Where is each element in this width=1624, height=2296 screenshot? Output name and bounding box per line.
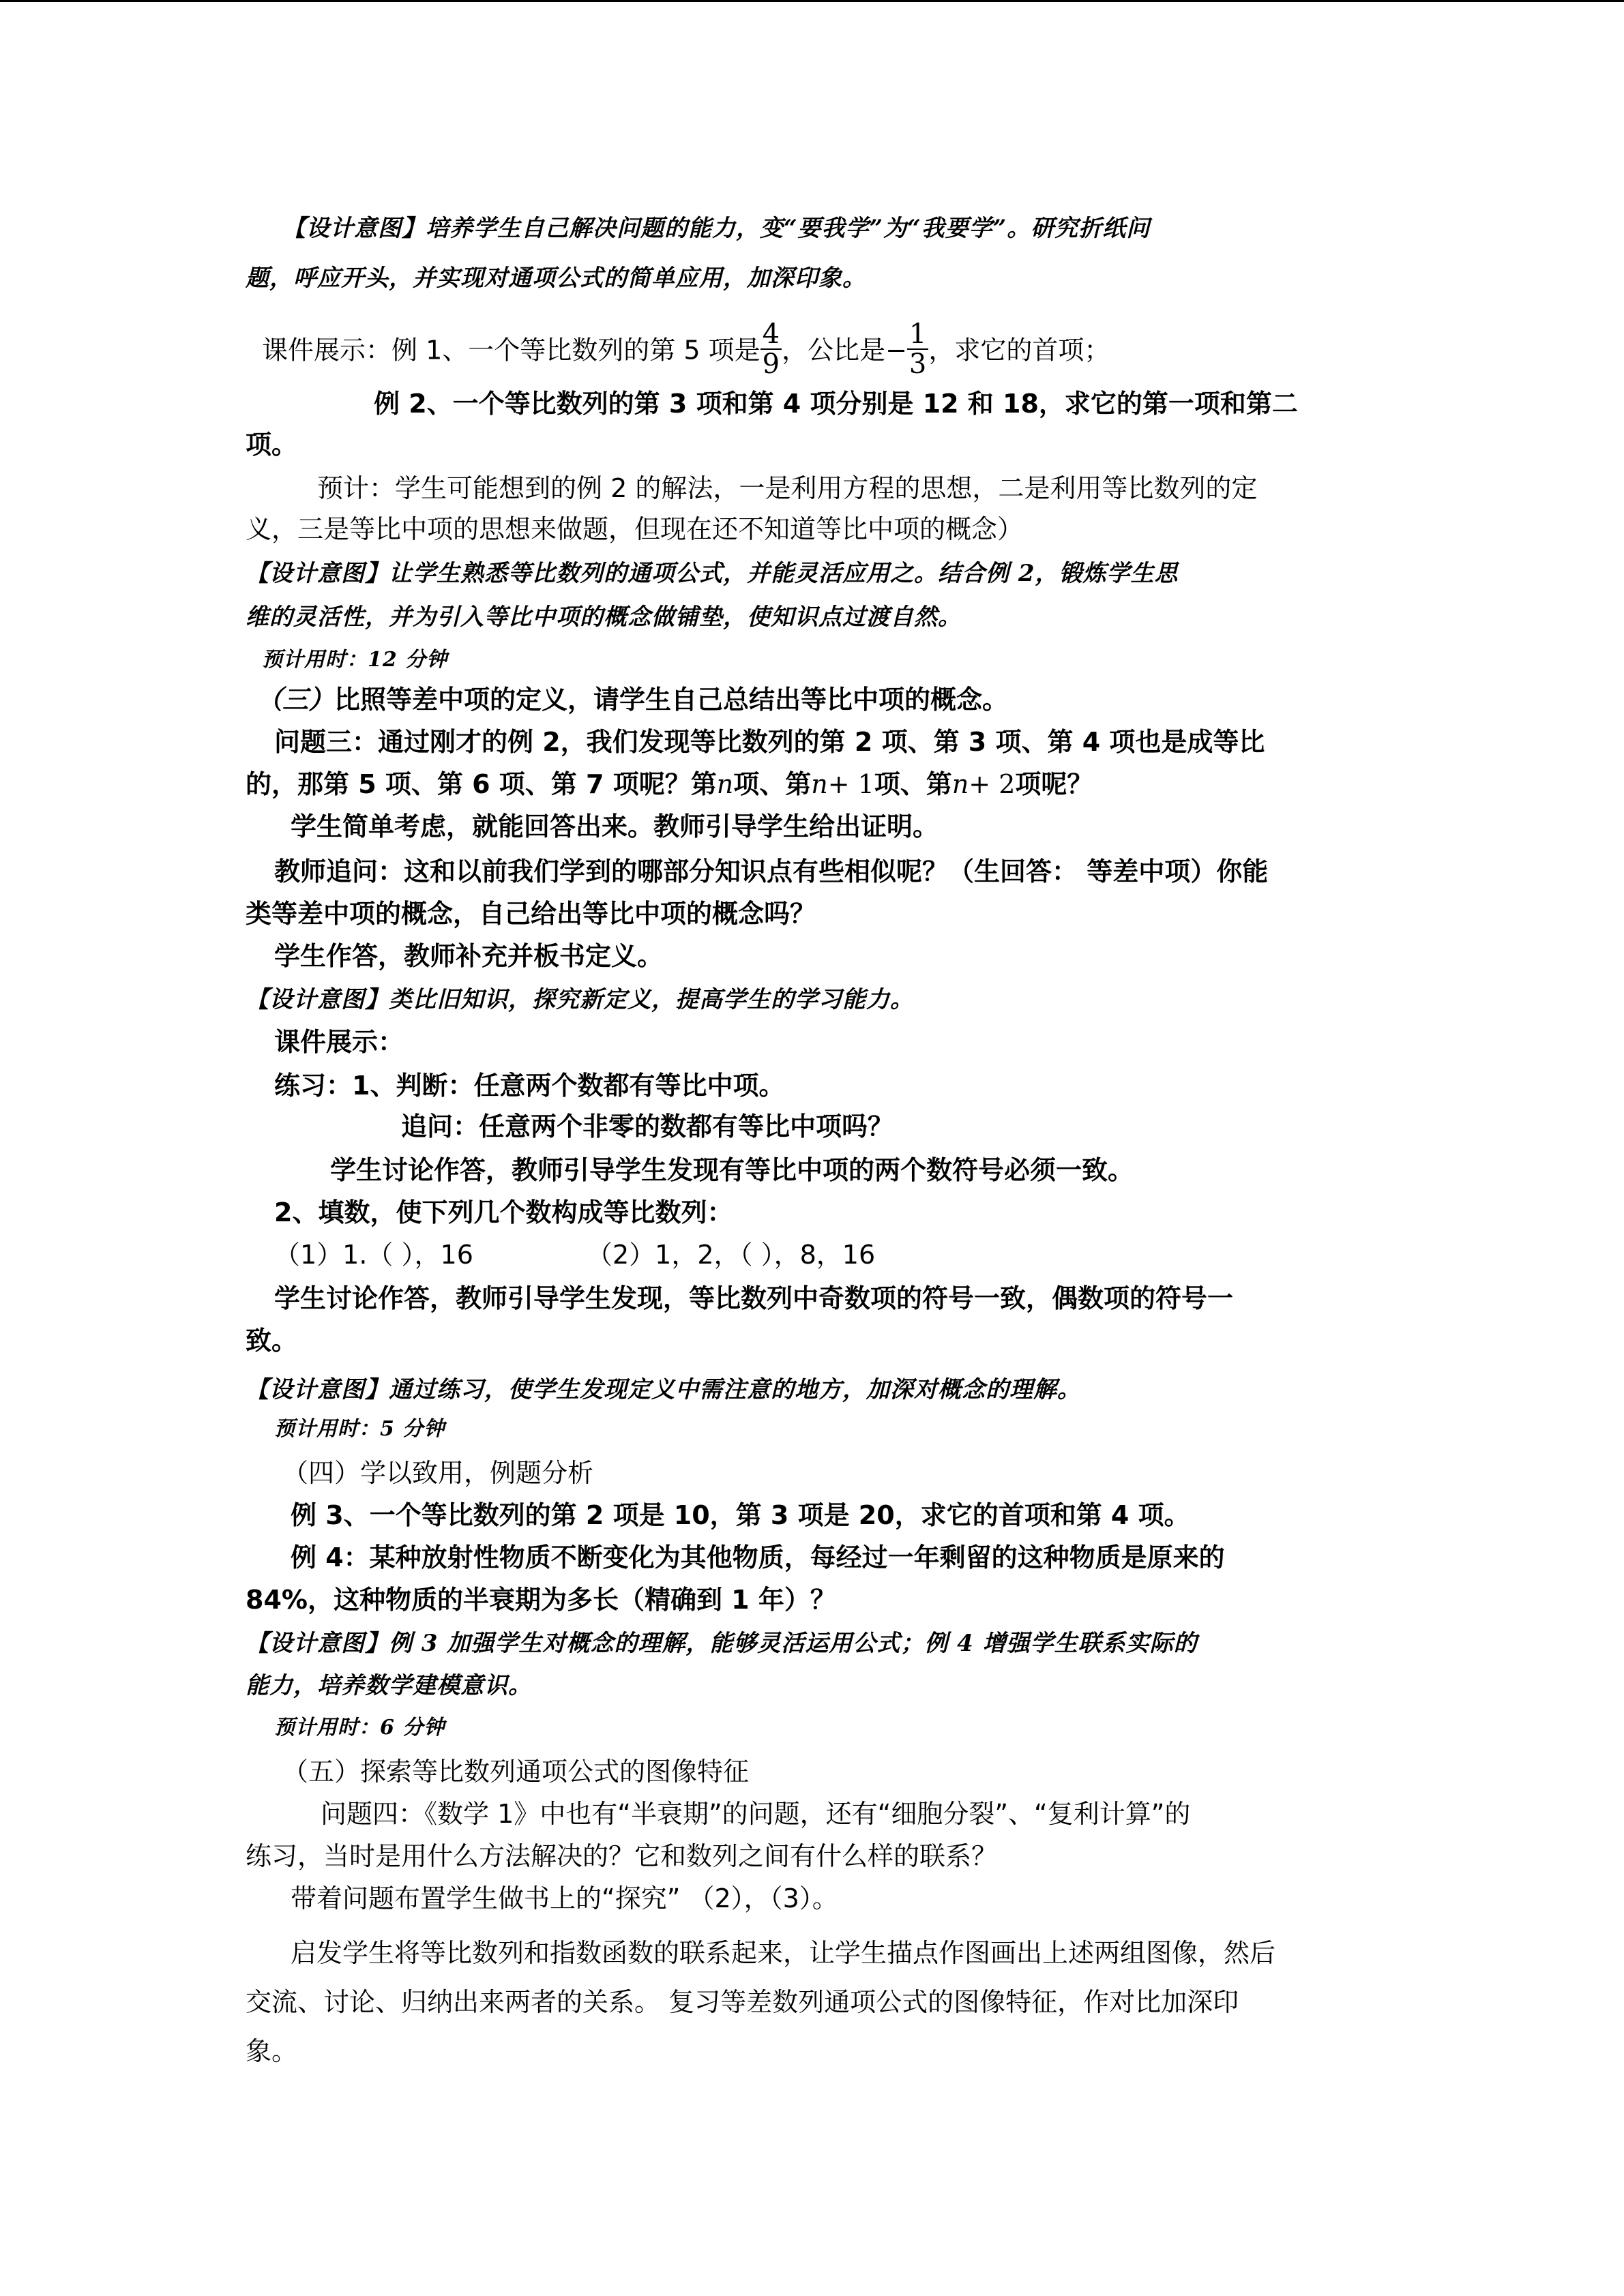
math-n: n: [951, 769, 969, 799]
example-2-line-1: 例 2、一个等比数列的第 3 项和第 4 项分别是 12 和 18，求它的第一项和第二: [374, 389, 1298, 419]
example-1-mid: ，公比是: [782, 335, 886, 366]
example-1-suffix: ，求它的首项；: [928, 335, 1110, 366]
math-plus-one: + 1: [827, 769, 874, 799]
inspiration-line-3: 象。: [246, 2036, 298, 2066]
design-intent-3: 【设计意图】类比旧知识，探究新定义，提高学生的学习能力。: [246, 986, 914, 1013]
minus-sign: −: [885, 335, 907, 366]
math-plus-two: + 2: [969, 769, 1016, 799]
design-intent-2-line-2: 维的灵活性，并为引入等比中项的概念做铺垫，使知识点过渡自然。: [246, 603, 962, 631]
question-3-text-d: 项呢？: [1015, 769, 1093, 799]
fraction-numerator: 1: [907, 320, 928, 350]
fraction-denominator: 9: [762, 348, 780, 380]
estimated-time-6: 预计用时：6 分钟: [274, 1716, 445, 1740]
design-intent-1-line-1: 【设计意图】培养学生自己解决问题的能力，变“要我学”为“我要学”。研究折纸问: [282, 215, 1151, 242]
fraction-one-third: [907, 320, 928, 378]
example-1-prefix: 课件展示：例 1、一个等比数列的第 5 项是: [262, 335, 761, 366]
example-4-line-1: 例 4：某种放射性物质不断变化为其他物质，每经过一年剩留的这种物质是原来的: [291, 1542, 1225, 1572]
design-intent-5-line-2: 能力，培养数学建模意识。: [246, 1672, 532, 1699]
exercise-1: 练习：1、判断：任意两个数都有等比中项。: [274, 1071, 785, 1101]
question-3-line-2: [246, 771, 1093, 797]
fill-item-2: （2）1，2，（ ），8，16: [587, 1240, 876, 1270]
fill-in-exercise: 2、填数，使下列几个数构成等比数列：: [274, 1197, 733, 1227]
courseware-display: 课件展示：: [274, 1027, 404, 1057]
section-3-number: （三）: [256, 684, 335, 715]
fraction-numerator: 4: [761, 320, 782, 350]
section-5-heading: （五）探索等比数列通项公式的图像特征: [282, 1757, 750, 1787]
discussion-2-line-1: 学生讨论作答，教师引导学生发现，等比数列中奇数项的符号一致，偶数项的符号一: [274, 1283, 1234, 1313]
math-n: n: [811, 769, 828, 799]
inspiration-line-2: 交流、讨论、归纳出来两者的关系。 复习等差数列通项公式的图像特征，作对比加深印: [246, 1987, 1239, 2017]
question-3-text-c: 项、第: [874, 769, 952, 799]
estimated-time-12: 预计用时：12 分钟: [262, 648, 448, 672]
design-intent-1-line-2: 题，呼应开头，并实现对通项公式的简单应用，加深印象。: [246, 265, 866, 292]
example-1: [262, 318, 1110, 381]
design-intent-5-line-1: 【设计意图】例 3 加强学生对概念的理解，能够灵活运用公式；例 4 增强学生联系实际的: [246, 1630, 1198, 1657]
example-4-line-2: 84%，这种物质的半衰期为多长（精确到 1 年）？: [246, 1585, 836, 1615]
prediction-line-1: 预计：学生可能想到的例 2 的解法，一是利用方程的思想，二是利用等比数列的定: [317, 473, 1258, 503]
question-4-line-2: 练习，当时是用什么方法解决的？它和数列之间有什么样的联系？: [246, 1841, 998, 1871]
question-3-line-1: 问题三：通过刚才的例 2，我们发现等比数列的第 2 项、第 3 项、第 4 项也是成等比: [274, 727, 1265, 757]
prediction-line-2: 义，三是等比中项的思想来做题，但现在还不知道等比中项的概念）: [246, 514, 1024, 544]
discussion-2-line-2: 致。: [246, 1326, 298, 1356]
fill-item-1: （1）1.（ ），16: [274, 1240, 473, 1270]
section-3-text: 比照等差中项的定义，请学生自己总结出等比中项的概念。: [334, 685, 1009, 715]
teacher-follow-up-line-2: 类等差中项的概念，自己给出等比中项的概念吗？: [246, 899, 816, 929]
section-3-heading: [256, 684, 1009, 715]
question-4-line-1: 问题四：《数学 1》中也有“半衰期”的问题，还有“细胞分裂”、“复利计算”的: [321, 1799, 1191, 1829]
student-consideration: 学生简单考虑，就能回答出来。教师引导学生给出证明。: [291, 811, 939, 841]
student-answer: 学生作答，教师补充并板书定义。: [274, 941, 664, 971]
question-3-text-b: 项、第: [733, 769, 812, 799]
teacher-follow-up-line-1: 教师追问：这和以前我们学到的哪部分知识点有些相似呢？（生回答： 等差中项）你能: [274, 856, 1269, 886]
question-3-text-a: 的，那第 5 项、第 6 项、第 7 项呢？第: [246, 769, 717, 799]
design-intent-2-line-1: 【设计意图】让学生熟悉等比数列的通项公式，并能灵活应用之。结合例 2，锻炼学生思: [246, 560, 1179, 587]
example-3: 例 3、一个等比数列的第 2 项是 10，第 3 项是 20，求它的首项和第 4 项。: [291, 1500, 1190, 1530]
section-4-heading: （四）学以致用，例题分析: [282, 1458, 594, 1488]
example-2-line-2: 项。: [246, 430, 298, 460]
textbook-task: 带着问题布置学生做书上的“探究” （2），（3）。: [291, 1883, 838, 1913]
estimated-time-5: 预计用时：5 分钟: [274, 1417, 445, 1441]
fraction-four-ninths: [761, 320, 782, 378]
discussion-1: 学生讨论作答，教师引导学生发现有等比中项的两个数符号必须一致。: [330, 1155, 1134, 1185]
follow-up-question: 追问：任意两个非零的数都有等比中项吗？: [401, 1112, 894, 1142]
design-intent-4: 【设计意图】通过练习，使学生发现定义中需注意的地方，加深对概念的理解。: [246, 1376, 1081, 1403]
fraction-denominator: 3: [909, 348, 927, 380]
inspiration-line-1: 启发学生将等比数列和指数函数的联系起来，让学生描点作图画出上述两组图像，然后: [291, 1938, 1276, 1968]
math-n: n: [716, 769, 734, 799]
